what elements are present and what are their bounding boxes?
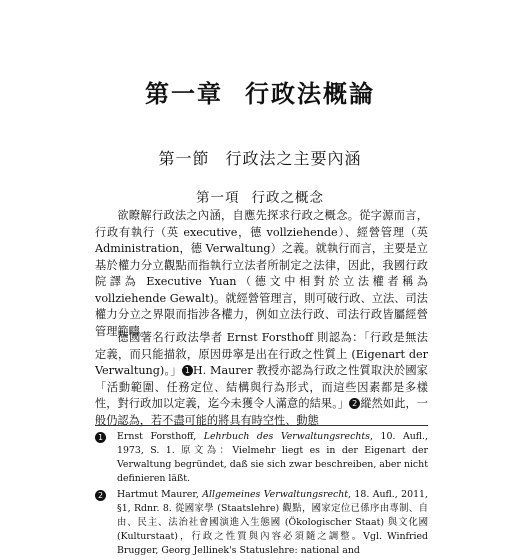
paragraph-text: 縱然如此，一般仍認為，若不盡可能的將具有時空性、動態 [95,397,428,427]
footnote-author: Hartmut Maurer, [117,489,199,500]
footnote-text: , 10. Aufl., 1973, S. 1. 原文為：Vielmehr liegt es in der Eigenart der Verwaltung begründet, daß sie sich zwar beschreiben, aber nicht definieren läßt. [117,431,429,484]
paragraph-text: 德國著名行政法學者 Ernst Forsthoff 則認為：「行政是無法定義，而只能描敘，原因毋寧是出在行政之性質上 (Eigenart der Verwaltung)。」 [95,331,428,377]
item-title [0,186,520,206]
footnote-number: 2 [95,490,106,501]
footnote-ref[interactable]: 1 [182,365,193,376]
footnote-number: 1 [95,432,106,443]
chapter-label: 第一章 [145,79,223,108]
body-paragraph: 欲瞭解行政法之內涵，自應先探求行政之概念。從字源而言，行政有執行（英 executive，德 vollziehende）、經營管理（英 Administration，德 Verwaltung）之義。就執行而言，主要是立基於權力分立觀點而指執行立法者所制定之法律，因此，我國行政院譯為 Executive Yuan（德文中相對於立法權者稱為 vollziehende Gewalt)。就經營管理言，則可破行政、立法、司法權力分立之界限而指涉各權力，例如立法行政、司法行政皆屬經營管理範疇。 [95,209,428,338]
item-label: 第一項 [196,190,240,206]
footnote [95,430,428,486]
section-title [0,146,520,169]
footnote-book-title: Lehrbuch des Verwaltungsrechts [203,431,370,442]
footnote-book-title: Allgemeines Verwaltungsrecht [202,489,349,500]
section-label: 第一節 [158,149,210,168]
footnote-divider [95,425,428,426]
item-name: 行政之概念 [251,190,324,206]
footnote-author: Ernst Forsthoff, [117,431,197,442]
footnote-ref[interactable]: 2 [349,398,360,409]
body-paragraph [95,330,428,429]
footnote-text: , 18. Aufl., 2011, §1, Rdnr. 8. 從國家學 (Staatslehre) 觀點，國家定位已係序由專制、自由、民主、法治社會國演進入生態國 (Ökologischer Staat) 與文化國 (Kulturstaat)，行政之性質與內容必須隨之調整。Vgl. Winfried Brugger, Georg Jellinek's Statuslehre: national and [117,489,428,556]
section-name: 行政法之主要內涵 [225,149,362,168]
paragraph-text: H. Maurer 教授亦認為行政之性質取決於國家「活動範圍、任務定位、結構與行為形式，而這些因素都是多樣性，對行政加以定義，迄今未獲令人滿意的結果。」 [95,364,428,410]
chapter-title [0,74,520,109]
chapter-name: 行政法概論 [245,79,375,108]
footnote [95,488,428,558]
footnotes [95,430,428,560]
